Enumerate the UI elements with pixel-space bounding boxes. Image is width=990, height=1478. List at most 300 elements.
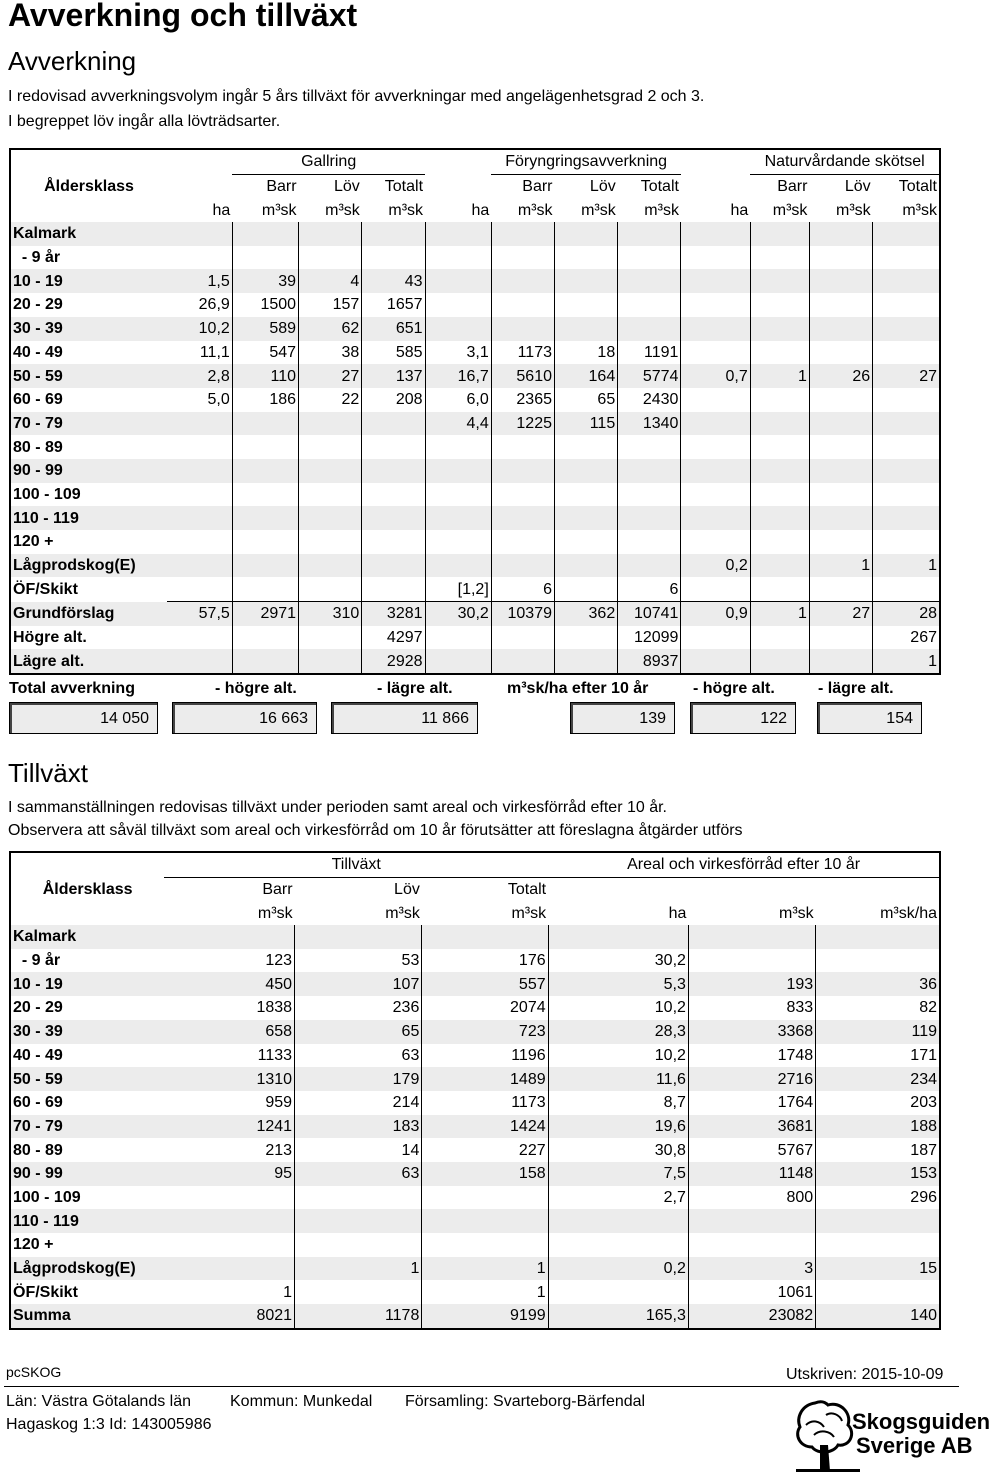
parish-label: Församling: Svarteborg-Bärfendal	[405, 1393, 646, 1410]
table-cell: 585	[362, 341, 425, 365]
table-cell: 1	[295, 1257, 422, 1281]
table-cell	[164, 1233, 294, 1257]
table-cell: 1748	[688, 1044, 815, 1068]
table-cell: 8,7	[548, 1091, 688, 1115]
property-label: Hagaskog 1:3 Id: 143005986	[6, 1416, 212, 1433]
table-cell: 1061	[688, 1280, 815, 1304]
table-cell	[362, 506, 425, 530]
row-label: 80 - 89	[13, 1141, 63, 1159]
table-cell	[491, 530, 554, 554]
table-cell	[232, 626, 298, 650]
table-cell: 1196	[422, 1044, 548, 1068]
table-cell	[681, 506, 750, 530]
row-label: 90 - 99	[10, 459, 167, 483]
table-cell	[681, 459, 750, 483]
table-cell	[232, 530, 298, 554]
table-cell	[425, 317, 491, 341]
col-lov: Löv	[394, 881, 420, 899]
table-cell	[425, 554, 491, 578]
table-cell	[299, 459, 362, 483]
row-label: 120 +	[13, 1236, 54, 1254]
table-cell	[873, 246, 940, 270]
table-cell	[362, 554, 425, 578]
table-cell	[555, 293, 618, 317]
table-cell: 651	[362, 317, 425, 341]
summary-per-ha-hogre-value: 122	[690, 702, 796, 734]
table-cell	[873, 459, 940, 483]
table-cell: 4297	[362, 626, 425, 650]
table-cell	[491, 246, 554, 270]
table-cell: 8937	[618, 649, 681, 674]
unit-m3sk: m³sk	[325, 201, 360, 219]
logo-line-1: Skogsguiden	[852, 1409, 990, 1434]
table-cell	[491, 483, 554, 507]
row-label: 40 - 49	[13, 1046, 63, 1064]
table-cell: 1	[873, 554, 940, 578]
table-cell: 10741	[618, 602, 681, 626]
table-cell	[809, 626, 872, 650]
table-cell: 10,2	[548, 996, 688, 1020]
table-cell	[750, 412, 809, 436]
table-cell	[681, 222, 750, 246]
table-cell	[809, 506, 872, 530]
col-totalt: Totalt	[384, 178, 424, 196]
table-cell	[681, 626, 750, 650]
table-cell: 123	[164, 949, 294, 973]
table-cell: 140	[816, 1304, 940, 1329]
tillvaxt-note-1: I sammanställningen redovisas tillväxt under perioden samt areal och virkesförråd efter 10 år.	[8, 799, 667, 816]
table-cell: 53	[295, 949, 422, 973]
table-cell: 43	[362, 269, 425, 293]
table-cell	[750, 483, 809, 507]
table-cell	[681, 246, 750, 270]
table-cell	[750, 388, 809, 412]
table-cell	[425, 269, 491, 293]
table-cell	[422, 1233, 548, 1257]
table-cell	[809, 412, 872, 436]
table-cell	[809, 317, 872, 341]
row-label: 20 - 29	[13, 999, 63, 1017]
table-cell	[809, 341, 872, 365]
row-label: Kalmark	[10, 222, 167, 246]
row-label: 70 - 79	[10, 1115, 164, 1139]
unit-ha: ha	[212, 201, 231, 219]
table-cell	[491, 554, 554, 578]
table-row	[10, 554, 940, 578]
table-cell	[681, 435, 750, 459]
table-cell	[425, 222, 491, 246]
table-cell	[491, 222, 554, 246]
summary-hogre-value: 16 663	[172, 702, 317, 734]
table-row	[10, 925, 940, 949]
table-row	[10, 506, 940, 530]
table-cell	[555, 246, 618, 270]
table-cell: 362	[555, 602, 618, 626]
table-cell	[873, 222, 940, 246]
table-cell	[299, 222, 362, 246]
table-cell: 1133	[164, 1044, 294, 1068]
table-cell: 11,6	[548, 1067, 688, 1091]
table-cell: 310	[299, 602, 362, 626]
table-cell	[164, 1209, 294, 1233]
table-cell	[618, 293, 681, 317]
table-cell	[873, 435, 940, 459]
table-cell: 2716	[688, 1067, 815, 1091]
table-cell: 19,6	[548, 1115, 688, 1139]
col-barr: Barr	[777, 178, 808, 196]
summary-lagre-value: 11 866	[331, 702, 478, 734]
table-cell	[816, 1233, 940, 1257]
table-cell	[809, 293, 872, 317]
table-cell	[167, 435, 232, 459]
col-lov: Löv	[589, 178, 616, 196]
table-cell	[681, 341, 750, 365]
summary-label-lagre-2: - lägre alt.	[818, 680, 894, 697]
table-cell	[164, 1257, 294, 1281]
table-cell	[873, 483, 940, 507]
table-cell	[299, 506, 362, 530]
table-cell	[618, 506, 681, 530]
table-cell	[681, 530, 750, 554]
table-cell: 1764	[688, 1091, 815, 1115]
table-cell: 188	[816, 1115, 940, 1139]
table-cell	[750, 506, 809, 530]
section-heading-avverkning: Avverkning	[8, 46, 137, 76]
table-cell	[555, 626, 618, 650]
table-cell	[232, 506, 298, 530]
table-cell	[555, 435, 618, 459]
footer-rule	[4, 1386, 959, 1387]
row-label: 30 - 39	[10, 317, 167, 341]
table-cell: 27	[873, 364, 940, 388]
table-cell	[232, 222, 298, 246]
table-cell: 1173	[491, 341, 554, 365]
table-row	[10, 1162, 940, 1186]
table-cell	[809, 246, 872, 270]
col-lov: Löv	[333, 178, 360, 196]
table-cell: 187	[816, 1138, 940, 1162]
table-cell	[809, 530, 872, 554]
table-cell	[681, 412, 750, 436]
table-cell	[750, 269, 809, 293]
table-cell: 107	[295, 972, 422, 996]
table-cell	[816, 925, 940, 949]
table-cell: 1	[750, 602, 809, 626]
table-cell	[555, 506, 618, 530]
table-row	[10, 649, 940, 674]
table-cell: 15	[816, 1257, 940, 1281]
table-cell	[232, 649, 298, 674]
row-label: 70 - 79	[10, 412, 167, 436]
table-cell	[232, 554, 298, 578]
table-cell	[873, 388, 940, 412]
table-cell	[688, 1233, 815, 1257]
row-label: 110 - 119	[10, 1209, 164, 1233]
table-cell	[491, 317, 554, 341]
table-cell: 9199	[422, 1304, 548, 1329]
table-cell: 171	[816, 1044, 940, 1068]
table-row	[10, 1304, 940, 1329]
table-cell	[167, 577, 232, 601]
row-label: 90 - 99	[10, 1162, 164, 1186]
unit-m3sk: m³sk	[779, 904, 814, 922]
row-label: 80 - 89	[13, 438, 63, 456]
table-row	[10, 972, 940, 996]
table-cell	[232, 577, 298, 601]
table-cell	[491, 435, 554, 459]
aldersklass-header: Åldersklass	[42, 880, 133, 898]
table-cell	[750, 554, 809, 578]
table-cell: 0,7	[681, 364, 750, 388]
table-cell	[491, 269, 554, 293]
table-cell	[299, 577, 362, 601]
table-cell: 11,1	[167, 341, 232, 365]
table-cell: 589	[232, 317, 298, 341]
table-cell: 10,2	[167, 317, 232, 341]
table-cell	[873, 577, 940, 601]
table-cell	[491, 506, 554, 530]
table-cell: 227	[422, 1138, 548, 1162]
table-cell	[816, 1280, 940, 1304]
table-cell	[555, 554, 618, 578]
table-cell: 158	[422, 1162, 548, 1186]
tillvaxt-note-2: Observera att såväl tillväxt som areal och virkesförråd om 10 år förutsätter att föreslagna åtgärder utförs	[8, 822, 743, 839]
unit-m3sk: m³sk	[835, 201, 871, 219]
table-cell	[362, 459, 425, 483]
table-cell	[362, 530, 425, 554]
table-cell: 2074	[422, 996, 548, 1020]
table-cell	[816, 949, 940, 973]
table-cell	[491, 649, 554, 674]
col-barr: Barr	[266, 178, 297, 196]
table-row	[10, 626, 940, 650]
table-cell: 1838	[164, 996, 294, 1020]
table-cell: 3368	[688, 1020, 815, 1044]
table-cell: 800	[688, 1186, 815, 1210]
table-cell: 3	[688, 1257, 815, 1281]
page-title: Avverkning och tillväxt	[8, 0, 358, 33]
table-row	[10, 293, 940, 317]
row-label: Lägre alt.	[10, 649, 167, 674]
table-cell: 234	[816, 1067, 940, 1091]
printed-date: Utskriven: 2015-10-09	[786, 1366, 944, 1383]
table-cell	[295, 1209, 422, 1233]
table-cell	[167, 506, 232, 530]
avverkning-note-2: I begreppet löv ingår alla lövträdsarter.	[8, 113, 281, 130]
row-label: Grundförslag	[10, 602, 167, 626]
table-cell	[167, 649, 232, 674]
table-cell: 186	[232, 388, 298, 412]
table-cell: 1191	[618, 341, 681, 365]
row-label: 50 - 59	[10, 364, 167, 388]
table-cell	[750, 459, 809, 483]
table-cell: 2365	[491, 388, 554, 412]
table-cell	[491, 459, 554, 483]
table-cell: 214	[295, 1091, 422, 1115]
table-cell	[299, 530, 362, 554]
table-cell	[167, 246, 232, 270]
table-cell: 119	[816, 1020, 940, 1044]
table-cell	[618, 317, 681, 341]
table-cell	[809, 577, 872, 601]
table-cell: 1241	[164, 1115, 294, 1139]
table-cell	[167, 530, 232, 554]
unit-m3sk-per-ha: m³sk/ha	[880, 904, 937, 922]
table-row	[10, 1067, 940, 1091]
table-cell: 1	[164, 1280, 294, 1304]
unit-m3sk: m³sk	[644, 201, 679, 219]
municipality-label: Kommun: Munkedal	[230, 1393, 373, 1410]
summary-per-ha-value: 139	[570, 702, 675, 734]
table-cell	[873, 341, 940, 365]
table-cell	[681, 293, 750, 317]
table-cell	[167, 222, 232, 246]
table-row	[10, 483, 940, 507]
table-cell	[555, 483, 618, 507]
row-label: 30 - 39	[10, 1020, 164, 1044]
table-cell	[299, 412, 362, 436]
summary-label-per-ha: m³sk/ha efter 10 år	[507, 680, 649, 697]
table-cell	[362, 435, 425, 459]
table-cell: 1657	[362, 293, 425, 317]
table-cell	[555, 317, 618, 341]
table-cell: 1340	[618, 412, 681, 436]
table-cell	[681, 483, 750, 507]
table-cell: 1	[422, 1280, 548, 1304]
table-cell	[299, 483, 362, 507]
table-cell	[750, 222, 809, 246]
table-cell	[548, 1280, 688, 1304]
table-cell	[425, 483, 491, 507]
table-cell	[688, 925, 815, 949]
table-cell	[688, 1209, 815, 1233]
table-cell	[362, 222, 425, 246]
table-row	[10, 530, 940, 554]
table-row	[10, 364, 940, 388]
table-cell: 153	[816, 1162, 940, 1186]
table-cell: 12099	[618, 626, 681, 650]
group-header-areal: Areal och virkesförråd efter 10 år	[548, 852, 940, 877]
table-cell: 0,2	[548, 1257, 688, 1281]
table-cell	[750, 626, 809, 650]
table-row	[10, 949, 940, 973]
unit-ha: ha	[471, 201, 490, 219]
row-label: ÖF/Skikt	[13, 1283, 78, 1301]
table-cell: 2928	[362, 649, 425, 674]
table-cell: 213	[164, 1138, 294, 1162]
table-cell: 5774	[618, 364, 681, 388]
table-cell: 26,9	[167, 293, 232, 317]
table-cell: 115	[555, 412, 618, 436]
table-cell	[422, 1186, 548, 1210]
group-header-naturvard: Naturvårdande skötsel	[750, 149, 940, 174]
unit-ha: ha	[730, 201, 749, 219]
unit-m3sk: m³sk	[257, 904, 293, 922]
table-cell: 176	[422, 949, 548, 973]
table-cell	[232, 412, 298, 436]
table-cell	[299, 246, 362, 270]
table-cell	[618, 459, 681, 483]
table-row	[10, 435, 940, 459]
group-header-tillvaxt: Tillväxt	[164, 852, 548, 877]
summary-label-total: Total avverkning	[9, 680, 135, 697]
table-cell: 1	[422, 1257, 548, 1281]
unit-m3sk: m³sk	[581, 201, 616, 219]
row-label: 100 - 109	[13, 485, 81, 503]
table-cell	[167, 412, 232, 436]
table-cell: 183	[295, 1115, 422, 1139]
avverkning-note-1: I redovisad avverkningsvolym ingår 5 års tillväxt för avverkningar med angelägenhetsgrad 2 och 3.	[8, 88, 705, 105]
table-cell	[425, 246, 491, 270]
row-label: Summa	[10, 1304, 164, 1329]
table-cell	[295, 925, 422, 949]
table-row	[10, 1044, 940, 1068]
unit-ha: ha	[668, 904, 687, 922]
table-cell	[232, 483, 298, 507]
table-cell: 30,2	[425, 602, 491, 626]
table-cell: 28,3	[548, 1020, 688, 1044]
table-cell: 38	[299, 341, 362, 365]
table-cell: 4,4	[425, 412, 491, 436]
table-cell	[681, 388, 750, 412]
table-cell: 1178	[295, 1304, 422, 1329]
table-row	[10, 1115, 940, 1139]
table-cell	[750, 530, 809, 554]
table-cell	[555, 269, 618, 293]
table-cell: 723	[422, 1020, 548, 1044]
county-label: Län: Västra Götalands län	[6, 1393, 192, 1410]
table-cell	[232, 435, 298, 459]
table-cell	[299, 554, 362, 578]
col-totalt: Totalt	[898, 178, 937, 196]
table-cell	[809, 459, 872, 483]
table-cell	[681, 577, 750, 601]
section-heading-tillvaxt: Tillväxt	[8, 758, 88, 788]
table-cell: 18	[555, 341, 618, 365]
unit-m3sk: m³sk	[385, 904, 420, 922]
table-row	[10, 459, 940, 483]
table-cell: 36	[816, 972, 940, 996]
table-cell: 5,0	[167, 388, 232, 412]
table-cell: 2430	[618, 388, 681, 412]
table-cell: 63	[295, 1044, 422, 1068]
table-cell	[618, 483, 681, 507]
col-barr: Barr	[522, 178, 553, 196]
table-cell: 10,2	[548, 1044, 688, 1068]
table-cell: 1	[750, 364, 809, 388]
table-cell	[425, 626, 491, 650]
table-cell	[618, 222, 681, 246]
table-cell: 6,0	[425, 388, 491, 412]
col-totalt: Totalt	[507, 881, 547, 899]
table-cell: 450	[164, 972, 294, 996]
unit-m3sk: m³sk	[261, 201, 297, 219]
table-cell	[295, 1280, 422, 1304]
table-cell	[809, 483, 872, 507]
unit-m3sk: m³sk	[902, 201, 937, 219]
table-row	[10, 1138, 940, 1162]
table-cell	[809, 388, 872, 412]
table-cell	[555, 530, 618, 554]
table-cell: 2971	[232, 602, 298, 626]
table-cell	[873, 530, 940, 554]
table-cell: 179	[295, 1067, 422, 1091]
table-cell: 165,3	[548, 1304, 688, 1329]
table-cell: 27	[299, 364, 362, 388]
logo-line-2: Sverige AB	[856, 1433, 973, 1458]
table-cell: 2,7	[548, 1186, 688, 1210]
table-cell	[362, 483, 425, 507]
